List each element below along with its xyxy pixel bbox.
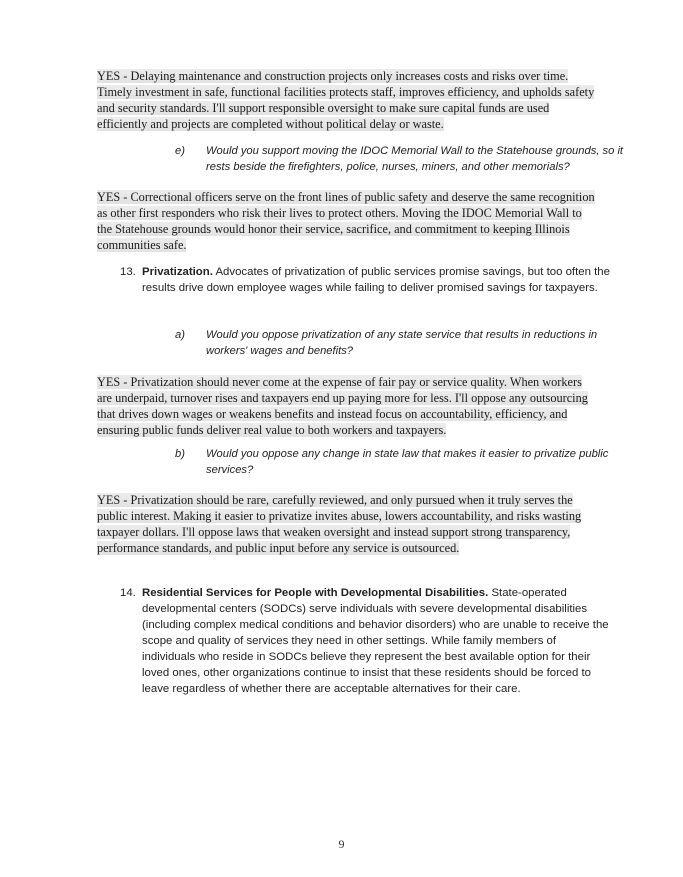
page-number: 9: [338, 837, 345, 851]
question-e: [175, 143, 636, 175]
answer-13a: YES - Privatization should never come at the expense of fair pay or service quality. When workers are underpaid, turnover rises and taxpayers end up paying more for less. I'll oppose any outsourcing that drives down wages or weakens benefits and instead focus on accountability, efficiency, and ensuring public funds deliver real value to both workers and taxpayers.: [97, 375, 588, 437]
question-e-text: Would you support moving the IDOC Memorial Wall to the Statehouse grounds, so it rests beside the firefighters, police, nurses, miners, and other memorials?: [206, 145, 624, 173]
question-13-number: 13.: [120, 266, 136, 278]
question-e-label: e): [175, 145, 185, 157]
question-13b-label: b): [175, 448, 185, 460]
question-13a-text: Would you oppose privatization of any state service that results in reductions in workers' wages and benefits?: [206, 329, 598, 357]
question-14-title: Residential Services for People with Developmental Disabilities.: [142, 587, 489, 599]
question-13-text: Advocates of privatization of public services promise savings, but too often the results drive down employee wages while failing to deliver promised savings for taxpayers.: [142, 266, 610, 294]
answer-memorial-wall: YES - Correctional officers serve on the front lines of public safety and deserve the same recognition as other first responders who risk their lives to protect others. Moving the IDOC Memorial Wall to the Statehouse grounds would honor their service, sacrifice, and commitment to keeping Illinois communities safe.: [97, 190, 595, 252]
question-13b: [175, 446, 636, 478]
question-14-text: State-operated developmental centers (SODCs) serve individuals with severe developmental disabilities (including complex medical conditions and behavior disorders) who are unable to receive the scope and quality of services they need in other settings. While family members of individuals who reside in SODCs believe they represent the best available option for their loved ones, other organizations continue to insist that these residents should be forced to leave regardless of whether there are acceptable alternatives for their care.: [142, 587, 609, 695]
question-13a-label: a): [175, 329, 185, 341]
answer-capital-projects: YES - Delaying maintenance and construction projects only increases costs and risks over time. Timely investment in safe, functional facilities protects staff, improves efficiency, and upholds safety and security standards. I'll support responsible oversight to make sure capital funds are used efficiently and projects are completed without political delay or waste.: [97, 69, 595, 131]
question-13a: [175, 327, 636, 359]
answer-13b: YES - Privatization should be rare, carefully reviewed, and only pursued when it truly serves the public interest. Making it easier to privatize invites abuse, lowers accountability, and risks wasting taxpayer dollars. I'll oppose laws that weaken oversight and instead support strong transparency, performance standards, and public input before any service is outsourced.: [97, 493, 582, 555]
question-13: [120, 264, 612, 296]
question-14-number: 14.: [120, 587, 136, 599]
question-14: [120, 585, 612, 697]
question-13-title: Privatization.: [142, 266, 213, 278]
question-13b-text: Would you oppose any change in state law that makes it easier to privatize public services?: [206, 448, 609, 476]
